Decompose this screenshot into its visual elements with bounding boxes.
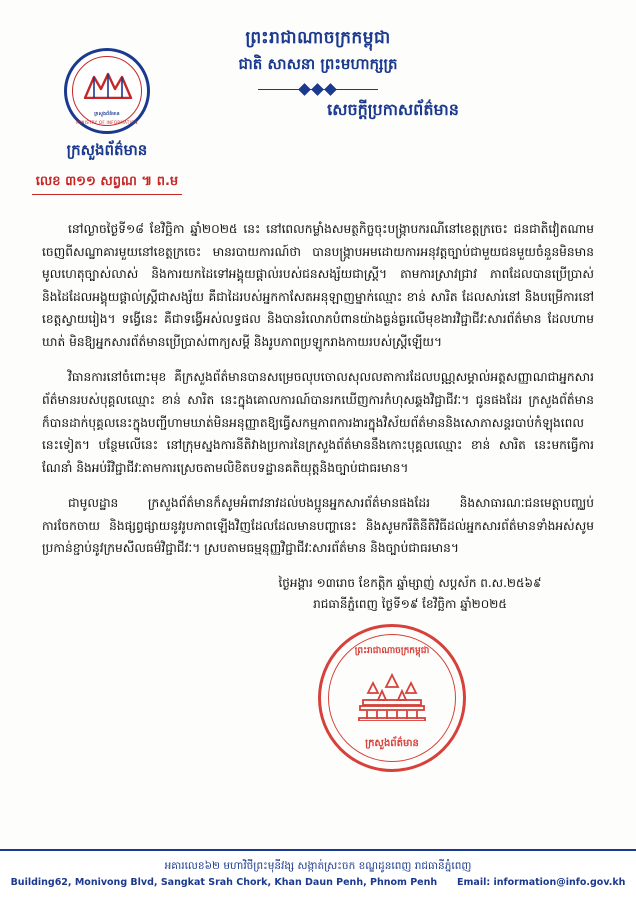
ornamental-divider bbox=[258, 83, 378, 95]
footer-email-label: Email: bbox=[457, 876, 491, 888]
national-motto: ជាតិ សាសនា ព្រះមហាក្សត្រ bbox=[238, 54, 398, 73]
ministry-name: ក្រសួងព័ត៌មាន bbox=[66, 141, 148, 159]
footer-address-kh: អគារលេខ៦២ មហាវិថីព្រះមុនីវង្ស សង្កាត់ស្រះចក ខណ្ឌដូនពេញ រាជធានីភ្នំពេញ bbox=[164, 860, 472, 873]
ministry-logo-icon bbox=[64, 48, 150, 134]
footer-address-en-text: Building62, Monivong Blvd, Sangkat Srah Chork, Khan Daun Penh, Phnom Penh bbox=[10, 876, 438, 888]
date-gregorian: រាជធានីភ្នំពេញ ថ្ងៃទី១៩ ខែវិច្ឆិកា ឆ្នាំ២០២៥ bbox=[313, 597, 507, 612]
footer-email[interactable]: information@info.gov.kh bbox=[493, 876, 626, 888]
official-seal-icon bbox=[318, 624, 466, 772]
emblem-label-en: MINISTRY OF INFORMATION bbox=[76, 120, 138, 125]
document-number: លេខ ៣១១ សព្វណ ៕ ព.ម bbox=[32, 173, 182, 195]
seal-bottom-text: ក្រសួងព័ត៌មាន bbox=[365, 738, 419, 750]
page-title: សេចក្តីប្រកាសព័ត៌មាន bbox=[327, 100, 459, 119]
seal-top-text: ព្រះរាជាណាចក្រកម្ពុជា bbox=[354, 646, 430, 657]
ministry-emblem-block bbox=[22, 48, 192, 195]
date-block bbox=[0, 573, 636, 616]
paragraph-2: វិធានការនៅចំពោះមុខ គឺក្រសួងព័ត៌មានបានសម្រេចលុបចោលសុលលតាការដែលបណ្ណសម្គាល់អត្តសញ្ញាណជាអ្នកសារព័ត៌មានរបស់បុគ្គលឈ្មោះ ខាន់ សារិត នេះក្នុងគោលការណ៍បានរកឃើញការកំហុសឆ្គងវិជ្ជាជីវៈ។ ជូនផងដែរ ក្រសួងព័ត៌មាន ក៏បានដាក់បុគ្គលនេះក្នុងបញ្ជីហាមឃាត់មិនអនុញ្ញាតឱ្យធ្វើសកម្មភាពការងារក្នុងវិស័យព័ត៌មាននិងសោភាសន្តរបាប់កំឡុងពេលនេះទៀត។ បន្ថែមលើនេះ នៅក្រុមស្នងការនីតិវាងប្រការនៃក្រសួងព័ត៌មាននឹងកោះបុគ្គលឈ្មោះ ខាន់ សារិត នេះមកធ្វើការណែនាំ និងអប់រំវិជ្ជាជីវៈតាមការស្រេចតាមលិខិតបទដ្ឋានគតិយុត្តនិងច្បាប់ជាធរមាន។ bbox=[42, 370, 594, 475]
document-body bbox=[0, 200, 636, 560]
document-footer bbox=[0, 849, 636, 900]
footer-address-en bbox=[0, 875, 636, 891]
paragraph-3: ជាមូលដ្ឋាន ក្រសួងព័ត៌មានក៏សូមអំពាវនាវដល់បងប្អូនអ្នកសារព័ត៌មានផងដែរ និងសាធារណៈជនមេត្តាបញ្ឈប់ការចែកចាយ និងផ្សព្វផ្សាយនូវរូបភាពឡើងវិញដែលដែលមានបញ្ហានេះ និងសូមករឹតិនីតិវិធីដល់អ្នកសារព័ត៌មានទាំងអស់សូមប្រកាន់ខ្ជាប់នូវក្រមសីលធម៌វិជ្ជាជីវៈ។ ស្របតាមធម្មនុញ្ញវិជ្ជាជីវៈសារព័ត៌មាន និងច្បាប់ជាធរមាន។ bbox=[42, 496, 594, 556]
seal-area bbox=[0, 616, 636, 786]
emblem-label-kh: ក្រសួងព័ត៌មាន bbox=[94, 112, 120, 117]
paragraph-1: នៅល្ងាចថ្ងៃទី១៨ ខែវិច្ឆិកា ឆ្នាំ២០២៥ នេះ នៅពេលកម្លាំងសមត្ថកិច្ចចុះបង្ក្រាបករណីនៅខេត្តក្រចេះ ជនជាតិវៀតណាម ចេញពីសណ្ឋាគារមួយនៅខេត្តក្រចេះ មានរបាយការណ៍ថា បានបង្ក្រាបអមដោយការអនុវត្តច្បាប់ជាមួយជនមួយចំនួនមិនមានមូលហេតុច្បាស់លាស់ និងការយកដៃទៅអង្គុយផ្តាល់របស់ជនសង្ស័យជាស្ត្រី។ តាមការស្រាវជ្រាវ ភាពដែលបានប្រើប្រាស់ និងដៃដែលអង្គុយផ្តាល់ស្ត្រីជាសង្ស័យ គឺជាដៃរបស់អ្នកកាសែតអនុឡាញម្នាក់ឈ្មោះ ខាន់ សារិត ដែលសារ់នៅ និងបម្រើការនៅខេត្តស្វាយរៀង។ ទង្វើនេះ គឺជាទង្វើអស់លទ្ធផល និងបានរំលោភបំពានយ៉ាងធ្ងន់ធ្ងរលើមុខងារវិជ្ជាជីវៈសារព័ត៌មាន ដែលហាមឃាត់ មិនឱ្យអ្នកសារព័ត៌មានប្រើប្រាស់ពាក្យសម្ដី និងរូបភាពប្រឡូករាងកាយរបស់ស្ត្រីឡើយ។ bbox=[42, 222, 594, 349]
temple-icon bbox=[355, 673, 429, 725]
mountain-peaks-icon bbox=[81, 71, 135, 99]
date-buddhist: ថ្ងៃអង្គារ ១៣រោច ខែកត្តិក ឆ្នាំម្សាញ់ សប្តស័ក ព.ស.២៥៦៩ bbox=[278, 575, 542, 590]
kingdom-title: ព្រះរាជាណាចក្រកម្ពុជា bbox=[245, 28, 391, 48]
document-header bbox=[0, 0, 636, 200]
